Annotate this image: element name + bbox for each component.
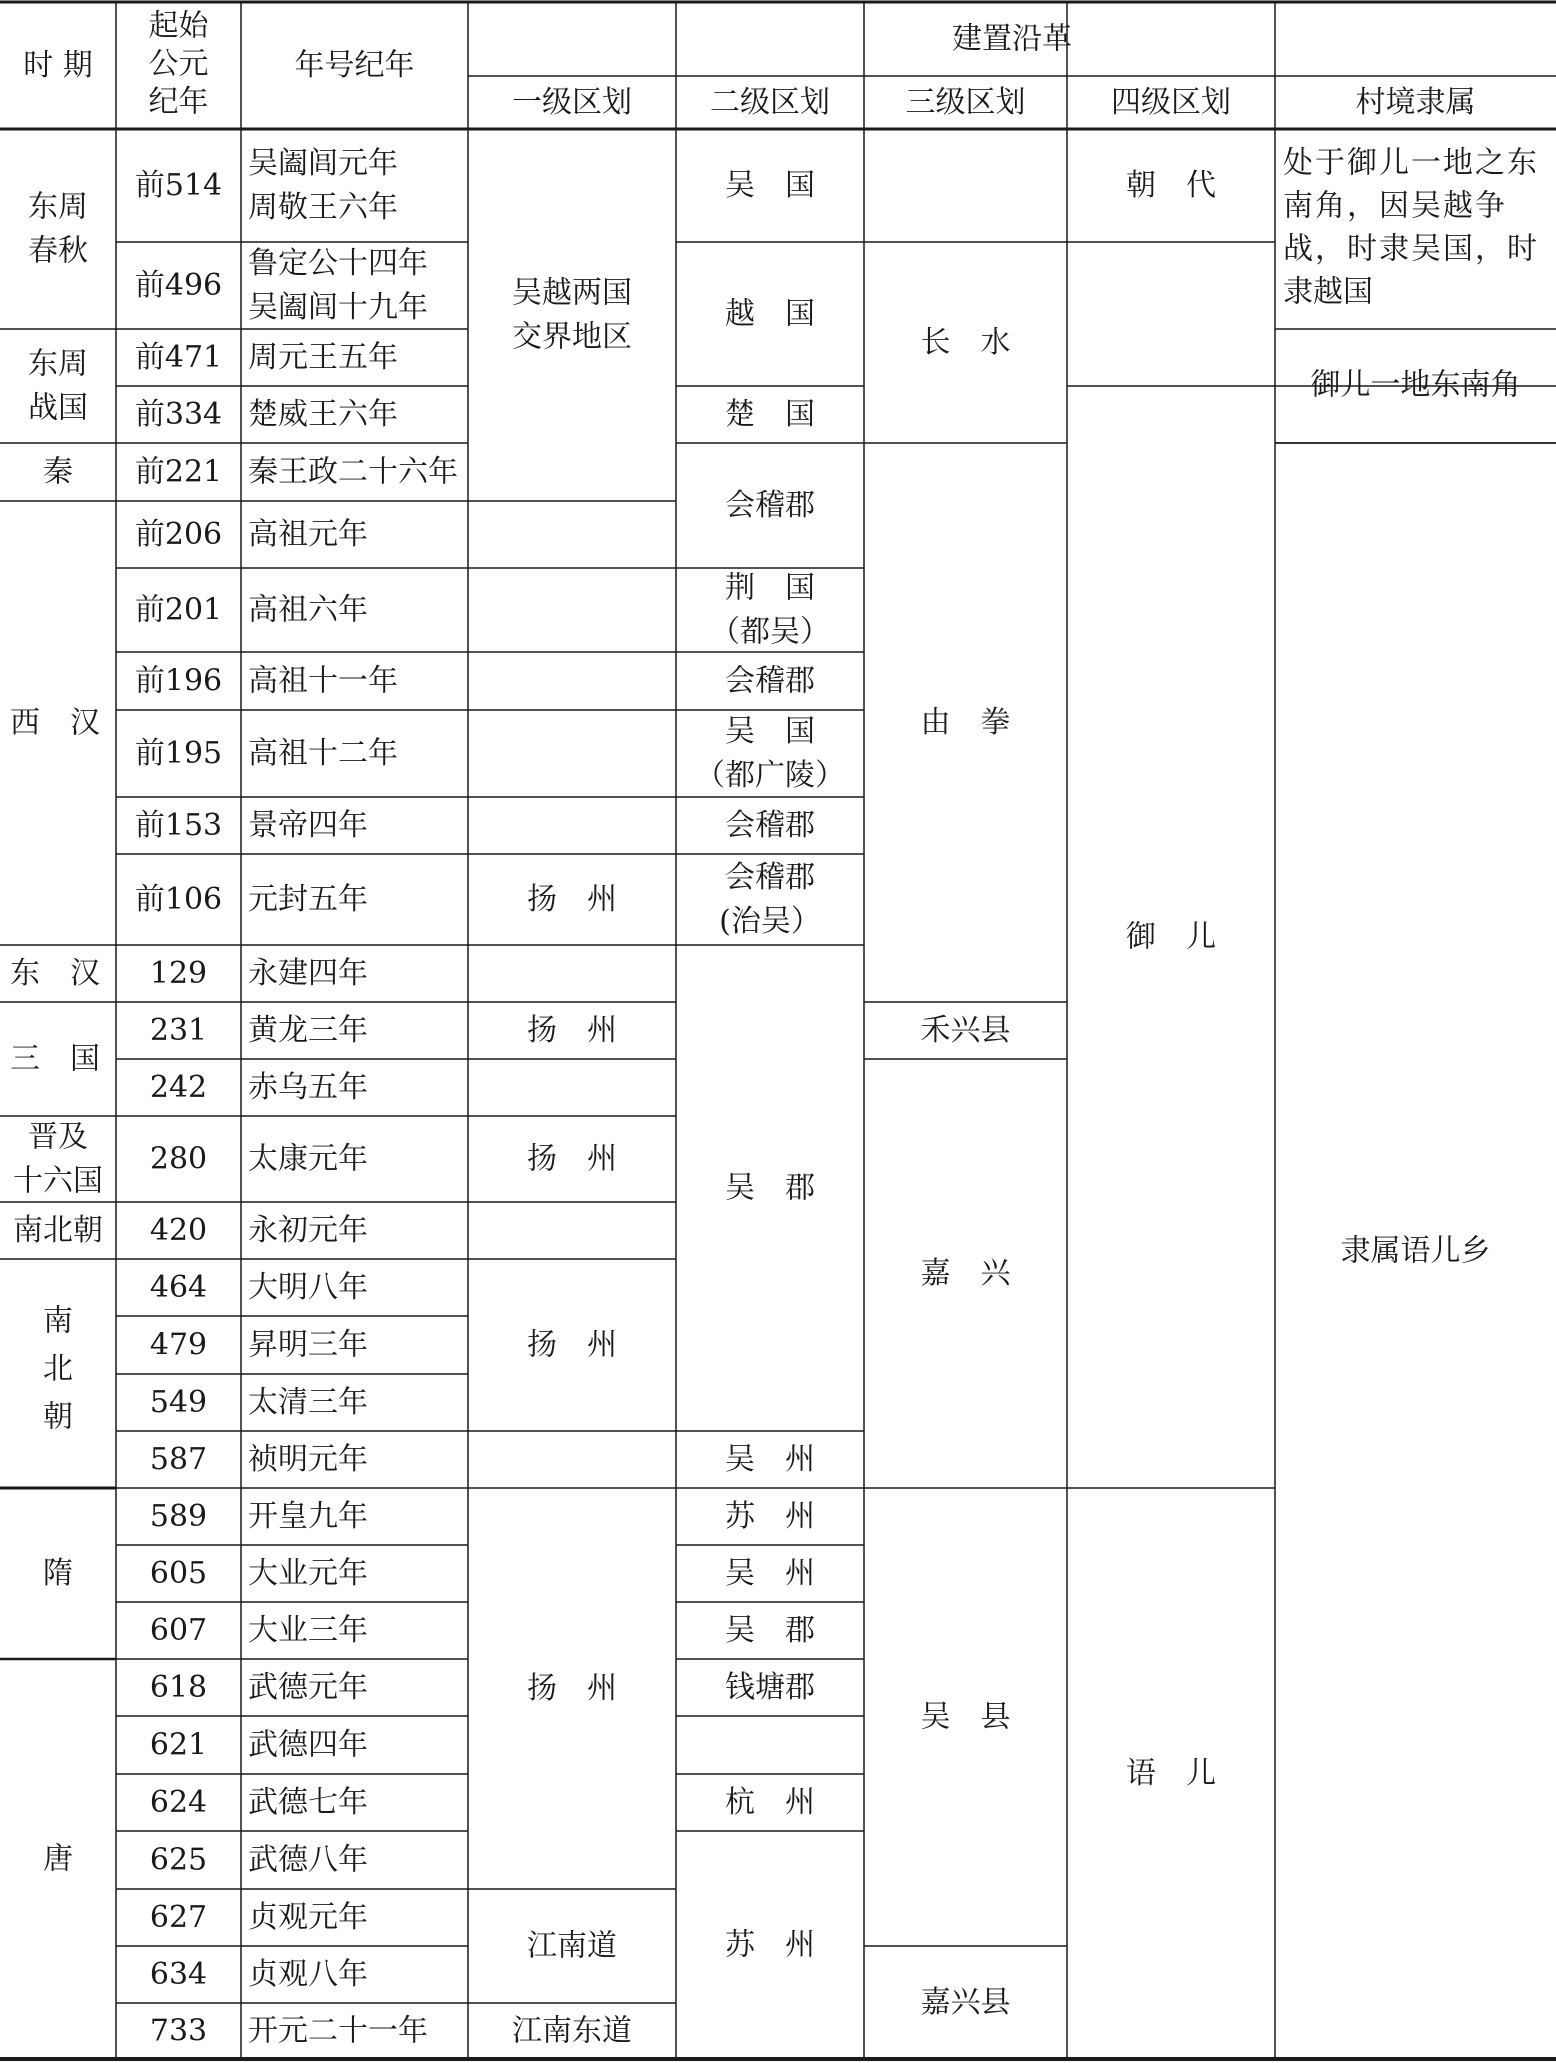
- era-name-cell: 高祖元年: [248, 517, 368, 552]
- period-cell: 北: [43, 1351, 73, 1387]
- level2-division-cell: 吴 州: [725, 1442, 815, 1477]
- village-affiliation-cell: 处于御儿一地之东: [1283, 145, 1539, 181]
- level1-division-cell: 扬 州: [527, 1327, 617, 1363]
- era-name-cell: 周敬王六年: [248, 190, 398, 225]
- start-year-cell: 587: [149, 1442, 208, 1477]
- start-year-cell: 479: [149, 1327, 208, 1363]
- level2-division-cell: 会稽郡: [725, 488, 815, 523]
- level4-division-cell: 朝 代: [1126, 168, 1216, 203]
- start-year-cell: 280: [149, 1141, 208, 1177]
- era-name-cell: 景帝四年: [248, 808, 368, 843]
- period-cell: 南: [43, 1303, 73, 1339]
- start-year-cell: 前153: [134, 808, 223, 843]
- level2-division-cell: （都广陵）: [695, 758, 845, 793]
- period-cell: 唐: [43, 1841, 73, 1877]
- start-year-cell: 733: [149, 2013, 208, 2049]
- period-cell: 东周: [28, 189, 88, 225]
- header-level2: 二级区划: [710, 85, 830, 120]
- level1-division-cell: 扬 州: [527, 1013, 617, 1048]
- level2-division-cell: 会稽郡: [725, 663, 815, 699]
- level2-division-cell: (治吴）: [719, 904, 821, 939]
- level1-division-cell: 扬 州: [527, 882, 617, 917]
- level2-division-cell: 吴 国: [725, 714, 815, 749]
- period-cell: 西 汉: [10, 705, 100, 741]
- start-year-cell: 549: [149, 1385, 208, 1420]
- start-year-cell: 625: [149, 1842, 208, 1878]
- period-cell: 南北朝: [13, 1213, 103, 1248]
- start-year-cell: 前471: [134, 340, 223, 375]
- level2-division-cell: （都吴）: [710, 614, 830, 650]
- start-year-cell: 前201: [134, 592, 223, 628]
- era-name-cell: 秦王政二十六年: [248, 454, 458, 490]
- header-level3: 三级区划: [905, 85, 1026, 120]
- start-year-cell: 464: [149, 1270, 208, 1305]
- era-name-cell: 元封五年: [248, 882, 368, 917]
- level3-division-cell: 长 水: [920, 325, 1011, 360]
- level2-division-cell: 越 国: [725, 296, 815, 332]
- level2-division-cell: 会稽郡: [725, 808, 815, 843]
- start-year-cell: 589: [149, 1499, 208, 1534]
- era-name-cell: 楚威王六年: [248, 397, 398, 432]
- level2-division-cell: 苏 州: [725, 1927, 815, 1963]
- level1-division-cell: 扬 州: [527, 1141, 617, 1177]
- header-level4: 四级区划: [1111, 85, 1231, 120]
- era-name-cell: 永建四年: [248, 956, 368, 991]
- level2-division-cell: 吴 郡: [725, 1613, 815, 1648]
- era-name-cell: 武德七年: [248, 1785, 368, 1820]
- era-name-cell: 黄龙三年: [248, 1013, 368, 1048]
- level2-division-cell: 苏 州: [725, 1499, 815, 1534]
- level2-division-cell: 荆 国: [725, 570, 815, 606]
- level1-division-cell: 交界地区: [512, 319, 632, 355]
- era-name-cell: 大业元年: [248, 1556, 368, 1591]
- start-year-cell: 前106: [134, 882, 223, 917]
- era-name-cell: 开元二十一年: [248, 2013, 428, 2049]
- start-year-cell: 前195: [134, 736, 223, 771]
- era-name-cell: 高祖六年: [248, 592, 368, 628]
- start-year-cell: 624: [149, 1785, 208, 1820]
- era-name-cell: 祯明元年: [248, 1442, 368, 1477]
- start-year-cell: 前221: [134, 454, 223, 490]
- header-level1: 一级区划: [512, 85, 632, 120]
- start-year-cell: 627: [149, 1900, 208, 1935]
- village-affiliation-cell: 隶属语儿乡: [1340, 1233, 1491, 1269]
- start-year-cell: 621: [149, 1727, 208, 1763]
- period-cell: 隋: [43, 1556, 73, 1591]
- village-affiliation-cell: 隶越国: [1283, 274, 1373, 310]
- period-cell: 战国: [28, 390, 88, 426]
- level3-division-cell: 吴 县: [920, 1699, 1011, 1735]
- period-cell: 朝: [43, 1399, 73, 1435]
- era-name-cell: 武德四年: [248, 1727, 368, 1763]
- era-name-cell: 吴阖闾十九年: [248, 290, 428, 325]
- start-year-cell: 242: [149, 1070, 208, 1105]
- period-cell: 秦: [43, 454, 73, 490]
- header-start-year: 纪年: [148, 84, 209, 120]
- header-era-name: 年号纪年: [294, 48, 415, 83]
- level2-division-cell: 杭 州: [725, 1785, 815, 1820]
- header-start-year: 起始: [148, 8, 209, 44]
- level2-division-cell: 会稽郡: [725, 860, 815, 895]
- era-name-cell: 太清三年: [248, 1385, 368, 1420]
- era-name-cell: 贞观元年: [248, 1900, 368, 1935]
- start-year-cell: 231: [149, 1013, 208, 1048]
- level1-division-cell: 吴越两国: [512, 275, 632, 311]
- level2-division-cell: 钱塘郡: [725, 1670, 815, 1705]
- era-name-cell: 开皇九年: [248, 1499, 368, 1534]
- era-name-cell: 贞观八年: [248, 1957, 368, 1992]
- start-year-cell: 605: [149, 1556, 208, 1591]
- level2-division-cell: 吴 国: [725, 168, 815, 203]
- level1-division-cell: 江南东道: [512, 2013, 632, 2049]
- level2-division-cell: 吴 州: [725, 1556, 815, 1591]
- era-name-cell: 太康元年: [248, 1141, 368, 1177]
- era-name-cell: 大业三年: [248, 1613, 368, 1648]
- era-name-cell: 昇明三年: [248, 1327, 368, 1363]
- era-name-cell: 赤乌五年: [248, 1070, 368, 1105]
- level4-division-cell: 御 儿: [1126, 919, 1216, 955]
- era-name-cell: 高祖十一年: [248, 663, 398, 699]
- start-year-cell: 420: [149, 1213, 208, 1248]
- start-year-cell: 前196: [134, 663, 223, 699]
- period-cell: 十六国: [13, 1163, 103, 1199]
- village-affiliation-cell: 御儿一地东南角: [1310, 367, 1521, 403]
- era-name-cell: 鲁定公十四年: [248, 246, 428, 281]
- era-name-cell: 武德八年: [248, 1842, 368, 1878]
- level1-division-cell: 江南道: [527, 1928, 617, 1964]
- header-village: 村境隶属: [1355, 85, 1476, 120]
- period-cell: 春秋: [28, 233, 88, 269]
- header-start-year: 公元: [148, 46, 209, 82]
- level4-division-cell: 语 儿: [1126, 1756, 1216, 1791]
- level2-division-cell: 楚 国: [725, 397, 815, 432]
- level3-division-cell: 嘉 兴: [920, 1256, 1011, 1291]
- start-year-cell: 前496: [134, 268, 223, 303]
- header-period: 时 期: [23, 48, 93, 83]
- era-name-cell: 永初元年: [248, 1213, 368, 1248]
- start-year-cell: 前334: [134, 397, 223, 432]
- start-year-cell: 634: [149, 1957, 208, 1992]
- start-year-cell: 607: [149, 1613, 208, 1648]
- start-year-cell: 618: [149, 1670, 208, 1705]
- level2-division-cell: 吴 郡: [725, 1170, 815, 1206]
- start-year-cell: 前206: [134, 517, 223, 552]
- period-cell: 东 汉: [10, 956, 100, 991]
- period-cell: 晋及: [28, 1119, 88, 1155]
- era-name-cell: 高祖十二年: [248, 736, 398, 771]
- village-affiliation-cell: 战，时隶吴国，时: [1283, 231, 1539, 267]
- level3-division-cell: 禾兴县: [920, 1013, 1011, 1048]
- era-name-cell: 周元王五年: [248, 340, 398, 375]
- level3-division-cell: 由 拳: [920, 705, 1011, 740]
- era-name-cell: 吴阖闾元年: [248, 146, 398, 181]
- start-year-cell: 129: [149, 956, 208, 991]
- level3-division-cell: 嘉兴县: [920, 1985, 1011, 2020]
- start-year-cell: 前514: [134, 168, 223, 203]
- era-name-cell: 武德元年: [248, 1670, 368, 1705]
- period-cell: 东周: [28, 346, 88, 382]
- header-administrative-history: 建置沿革: [952, 21, 1072, 57]
- level1-division-cell: 扬 州: [527, 1671, 617, 1706]
- era-name-cell: 大明八年: [248, 1270, 368, 1305]
- period-cell: 三 国: [10, 1041, 100, 1077]
- village-affiliation-cell: 南角，因吴越争: [1283, 188, 1507, 224]
